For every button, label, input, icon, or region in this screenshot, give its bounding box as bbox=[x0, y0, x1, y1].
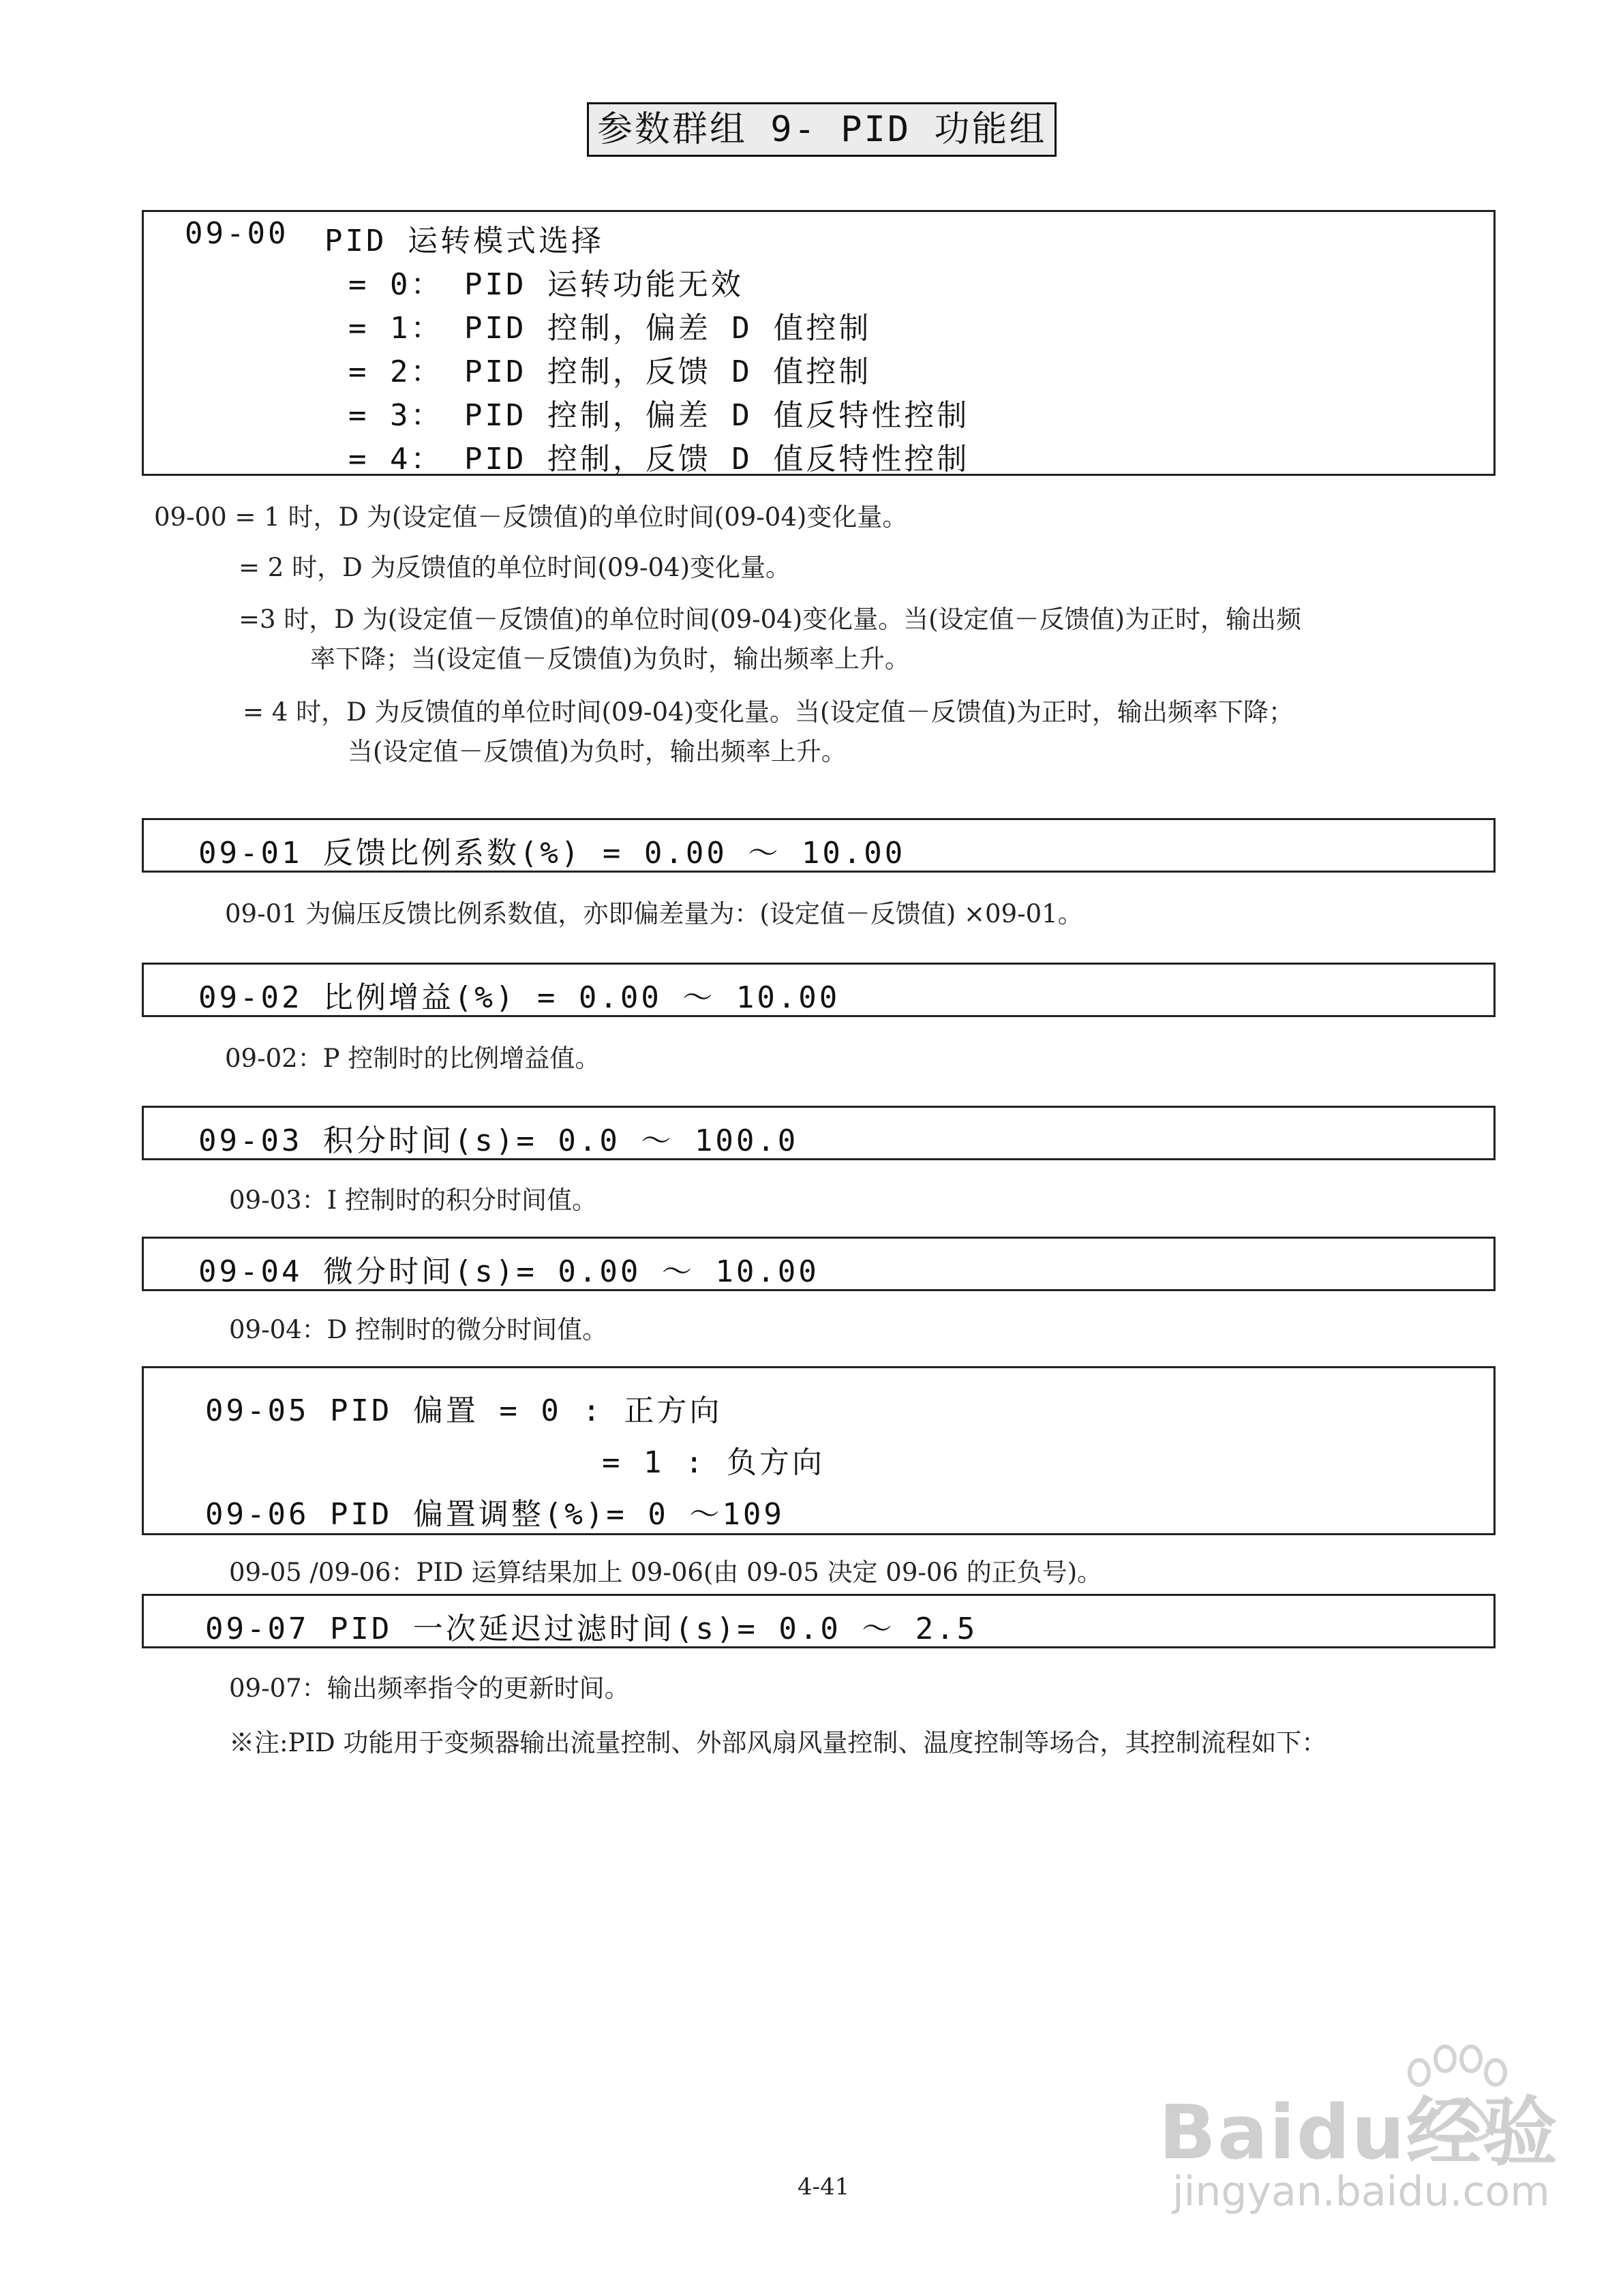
param-09-07-line: 09-07 PID 一次延迟过滤时间(s)= 0.0 ～ 2.5 bbox=[205, 1612, 978, 1646]
note-09-04: 09-04：D 控制时的微分时间值。 bbox=[229, 1315, 608, 1344]
note-09-00-1: 09-00 = 1 时，D 为(设定值－反馈值)的单位时间(09-04)变化量。 bbox=[154, 502, 908, 532]
param-09-03-line: 09-03 积分时间(s)= 0.0 ～ 100.0 bbox=[198, 1123, 799, 1158]
watermark-logo: Baidu经验 bbox=[1159, 2089, 1559, 2176]
param-name: PID 运转模式选择 bbox=[324, 224, 604, 258]
param-09-00-box bbox=[142, 210, 1496, 476]
note-09-00-3: =3 时，D 为(设定值－反馈值)的单位时间(09-04)变化量。当(设定值－反馈值)为正时，输出频 bbox=[239, 605, 1302, 634]
param-09-07-box bbox=[142, 1594, 1496, 1648]
option-0: = 0： PID 运转功能无效 bbox=[348, 267, 744, 302]
option-3: = 3： PID 控制，偏差 D 值反特性控制 bbox=[348, 398, 970, 433]
param-09-01-box bbox=[142, 818, 1496, 873]
param-09-02-box bbox=[142, 963, 1496, 1017]
param-09-04-box bbox=[142, 1237, 1496, 1291]
param-09-01-line: 09-01 反馈比例系数(%) = 0.00 ～ 10.00 bbox=[198, 836, 906, 871]
option-2: = 2： PID 控制，反馈 D 值控制 bbox=[348, 354, 872, 389]
param-09-05-line: 09-05 PID 偏置 = 0 : 正方向 bbox=[205, 1393, 723, 1428]
footnote: ※注:PID 功能用于变频器输出流量控制、外部风扇风量控制、温度控制等场合，其控制流程如下： bbox=[229, 1728, 1327, 1757]
note-09-03: 09-03：I 控制时的积分时间值。 bbox=[229, 1185, 598, 1215]
note-09-00-3b: 率下降；当(设定值－反馈值)为负时，输出频率上升。 bbox=[310, 644, 910, 674]
note-09-07: 09-07：输出频率指令的更新时间。 bbox=[229, 1674, 630, 1703]
param-09-05-opt1: = 1 : 负方向 bbox=[602, 1445, 825, 1480]
param-09-04-line: 09-04 微分时间(s)= 0.00 ～ 10.00 bbox=[198, 1254, 819, 1289]
note-09-00-4b: 当(设定值－反馈值)为负时，输出频率上升。 bbox=[348, 737, 847, 766]
param-09-02-line: 09-02 比例增益(%) = 0.00 ～ 10.00 bbox=[198, 980, 840, 1015]
note-09-00-4: = 4 时，D 为反馈值的单位时间(09-04)变化量。当(设定值－反馈值)为正时，输出频率下降； bbox=[243, 697, 1294, 727]
page-title: 参数群组 9- PID 功能组 bbox=[587, 102, 1057, 157]
note-09-05: 09-05 /09-06：PID 运算结果加上 09-06(由 09-05 决定 09-06 的正负号)。 bbox=[229, 1558, 1103, 1587]
note-09-02: 09-02：P 控制时的比例增益值。 bbox=[225, 1044, 601, 1073]
param-code: 09-00 bbox=[185, 216, 289, 251]
note-09-01: 09-01 为偏压反馈比例系数值，亦即偏差量为：(设定值－反馈值) ×09-01。 bbox=[225, 899, 1083, 928]
note-09-00-2: = 2 时，D 为反馈值的单位时间(09-04)变化量。 bbox=[239, 553, 791, 582]
option-1: = 1： PID 控制，偏差 D 值控制 bbox=[348, 311, 872, 346]
page-number: 4-41 bbox=[798, 2173, 850, 2201]
option-4: = 4： PID 控制，反馈 D 值反特性控制 bbox=[348, 442, 970, 477]
param-09-03-box bbox=[142, 1106, 1496, 1160]
param-09-06-line: 09-06 PID 偏置调整(%)= 0 ～109 bbox=[205, 1497, 785, 1532]
watermark-url: jingyan.baidu.com bbox=[1172, 2168, 1550, 2216]
param-09-05-box bbox=[142, 1366, 1496, 1535]
